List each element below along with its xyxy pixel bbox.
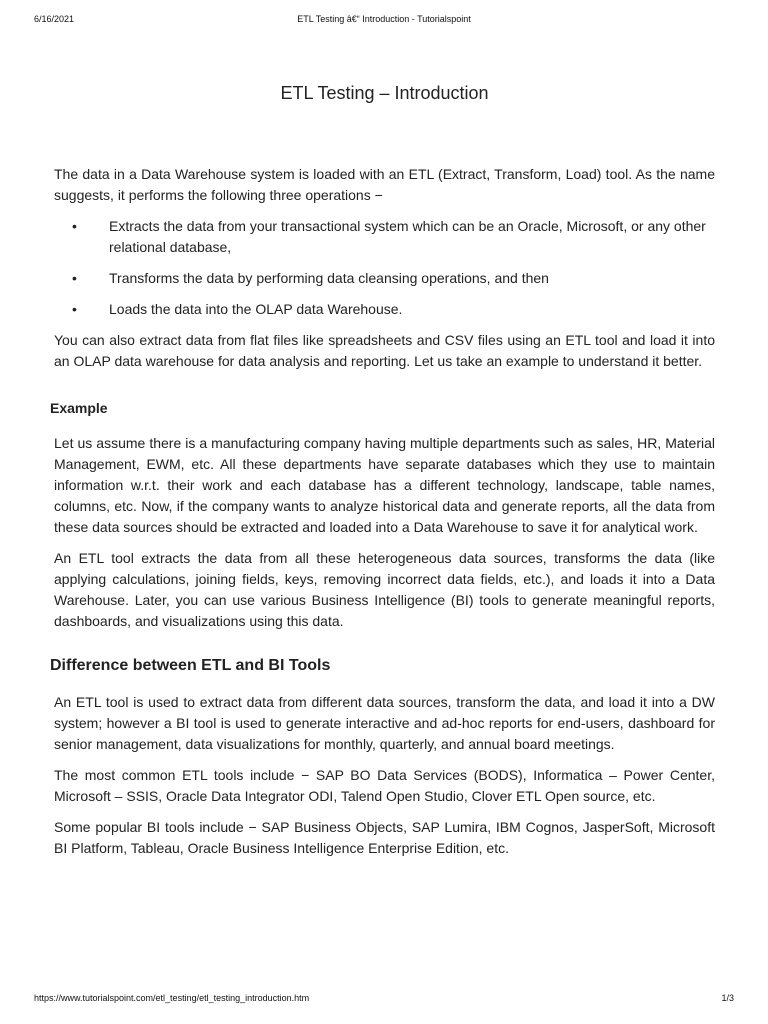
bullet-icon: • <box>72 218 77 234</box>
print-footer <box>34 993 734 1007</box>
print-document-title: ETL Testing â€“ Introduction - Tutorialspoint <box>297 14 471 24</box>
example-paragraph-1: Let us assume there is a manufacturing company having multiple departments such as sales, HR, Material Management, EWM, etc. All these departments have separate databases which they use to maintain information w.r.t. their work and each database has a different technology, landscape, table names, columns, etc. Now, if the company wants to analyze historical data and generate reports, all the data from these data sources should be extracted and loaded into a Data Warehouse to save it for analytical work. <box>54 435 715 535</box>
page-number: 1/3 <box>721 993 734 1003</box>
print-header <box>34 14 734 28</box>
difference-heading: Difference between ETL and BI Tools <box>50 657 331 674</box>
difference-paragraph-1: An ETL tool is used to extract data from different data sources, transform the data, and load it into a DW system; however a BI tool is used to generate interactive and ad-hoc reports for end-users, dashboard for senior management, data visualizations for monthly, quarterly, and annual board meetings. <box>54 694 715 752</box>
article-content <box>50 80 715 869</box>
list-item-text: Transforms the data by performing data cleansing operations, and then <box>109 270 549 286</box>
bi-tools-paragraph: Some popular BI tools include − SAP Business Objects, SAP Lumira, IBM Cognos, JasperSoft, Microsoft BI Platform, Tableau, Oracle Business Intelligence Enterprise Edition, etc. <box>54 819 715 856</box>
page-title: ETL Testing – Introduction <box>280 83 489 103</box>
print-date: 6/16/2021 <box>34 14 75 24</box>
flat-files-paragraph: You can also extract data from flat files like spreadsheets and CSV files using an ETL tool and load it into an OLAP data warehouse for data analysis and reporting. Let us take an example to understand it better. <box>54 332 715 369</box>
list-item-text: Loads the data into the OLAP data Warehouse. <box>109 301 403 317</box>
print-url[interactable]: https://www.tutorialspoint.com/etl_testing/etl_testing_introduction.htm <box>34 993 310 1003</box>
etl-tools-paragraph: The most common ETL tools include − SAP BO Data Services (BODS), Informatica – Power Center, Microsoft – SSIS, Oracle Data Integrator ODI, Talend Open Studio, Clover ETL Open source, etc. <box>54 767 715 804</box>
bullet-icon: • <box>72 270 77 286</box>
example-paragraph-2: An ETL tool extracts the data from all these heterogeneous data sources, transforms the data (like applying calculations, joining fields, keys, removing incorrect data fields, etc.), and loads it into a Data Warehouse. Later, you can use various Business Intelligence (BI) tools to generate meaningful reports, dashboards, and visualizations using this data. <box>54 550 715 629</box>
example-heading: Example <box>50 400 108 416</box>
operations-list <box>54 216 715 320</box>
list-item <box>54 299 715 320</box>
list-item <box>54 216 715 258</box>
intro-paragraph: The data in a Data Warehouse system is loaded with an ETL (Extract, Transform, Load) tool. As the name suggests, it performs the following three operations − <box>54 166 715 203</box>
bullet-icon: • <box>72 301 77 317</box>
list-item-text: Extracts the data from your transactional system which can be an Oracle, Microsoft, or any other relational database, <box>109 218 706 255</box>
list-item <box>54 268 715 289</box>
